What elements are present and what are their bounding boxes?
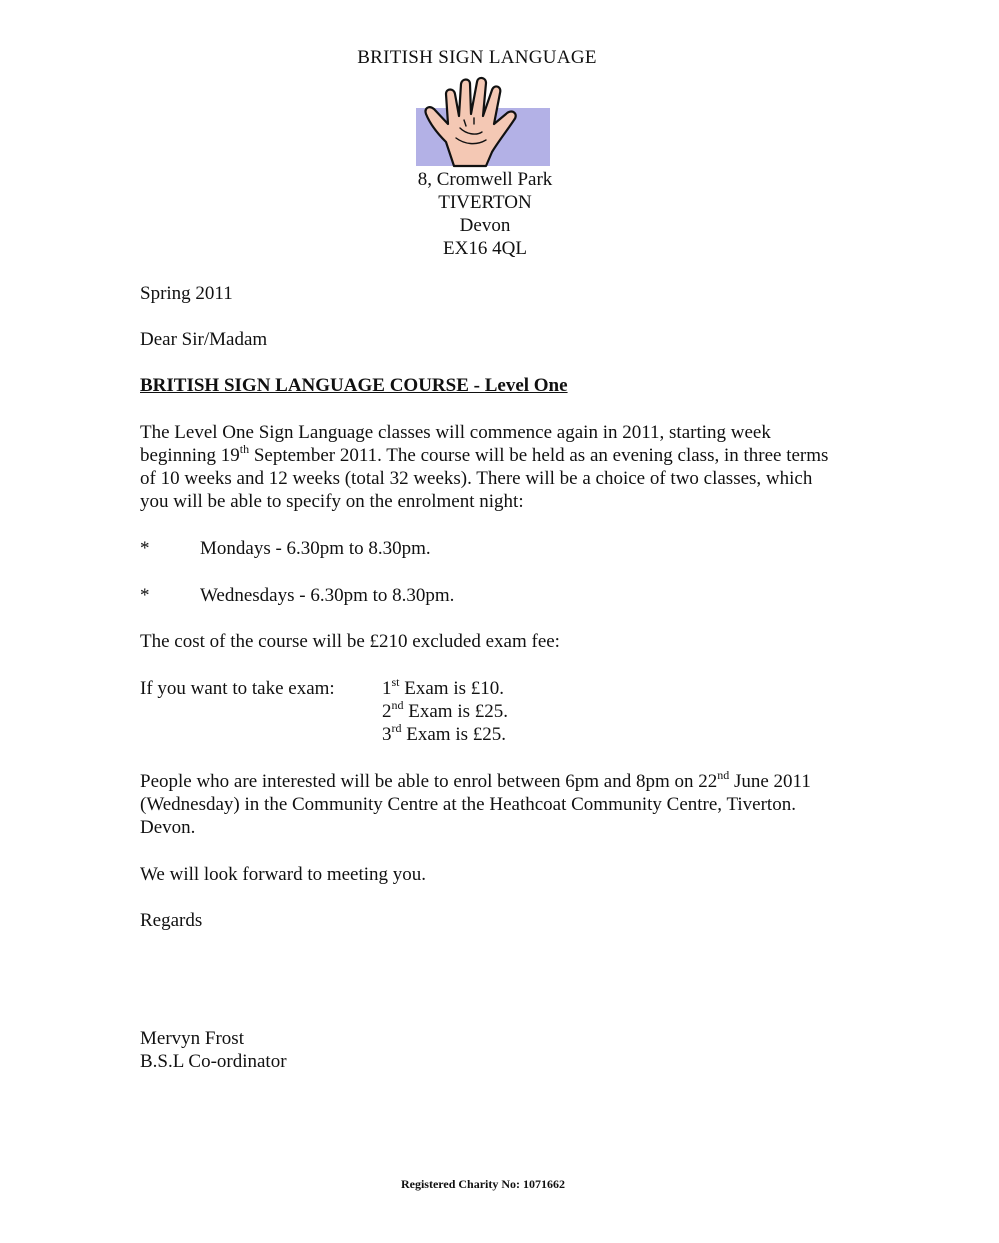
letter-date: Spring 2011	[140, 283, 233, 304]
hand-sign-icon	[416, 76, 550, 168]
signatory-name: Mervyn Frost	[140, 1028, 244, 1049]
signatory-role: B.S.L Co-ordinator	[140, 1051, 287, 1072]
subject-heading: BRITISH SIGN LANGUAGE COURSE - Level One	[140, 375, 568, 396]
regards: Regards	[140, 910, 203, 931]
class-option-text: Wednesdays - 6.30pm to 8.30pm.	[200, 585, 455, 606]
exam-fee-list	[382, 674, 508, 746]
enrolment-paragraph: People who are interested will be able to enrol between 6pm and 8pm on 22nd June 2011 (Wednesday) in the Community Centre at the Heathcoat Community Centre, Tiverton. Devon.	[140, 767, 811, 838]
signature-block	[140, 1027, 287, 1073]
charity-number: Registered Charity No: 1071662	[400, 1177, 566, 1191]
address-line: TIVERTON	[438, 192, 532, 213]
salutation: Dear Sir/Madam	[140, 329, 268, 350]
exam-fee-item: 3rd Exam is £25.	[382, 720, 506, 745]
class-option-text: Mondays - 6.30pm to 8.30pm.	[200, 538, 431, 559]
closing-line: We will look forward to meeting you.	[140, 864, 427, 885]
bullet-marker: *	[140, 585, 150, 606]
organisation-title: BRITISH SIGN LANGUAGE	[357, 47, 597, 68]
sender-address	[350, 168, 620, 260]
exam-label: If you want to take exam:	[140, 678, 335, 699]
bullet-marker: *	[140, 538, 150, 559]
address-line: 8, Cromwell Park	[417, 169, 553, 190]
exam-fee-item: 2nd Exam is £25.	[382, 697, 508, 722]
course-cost: The cost of the course will be £210 excluded exam fee:	[140, 631, 560, 652]
address-line: EX16 4QL	[443, 238, 527, 259]
exam-fee-item: 1st Exam is £10.	[382, 674, 505, 699]
intro-paragraph: The Level One Sign Language classes will commence again in 2011, starting week beginning 19th September 2011. The course will be held as an evening class, in three terms of 10 weeks and 12 weeks (total 32 weeks). There will be a choice of two classes, which you will be able to specify on the enrolment night:	[140, 422, 829, 512]
address-line: Devon	[459, 215, 511, 236]
